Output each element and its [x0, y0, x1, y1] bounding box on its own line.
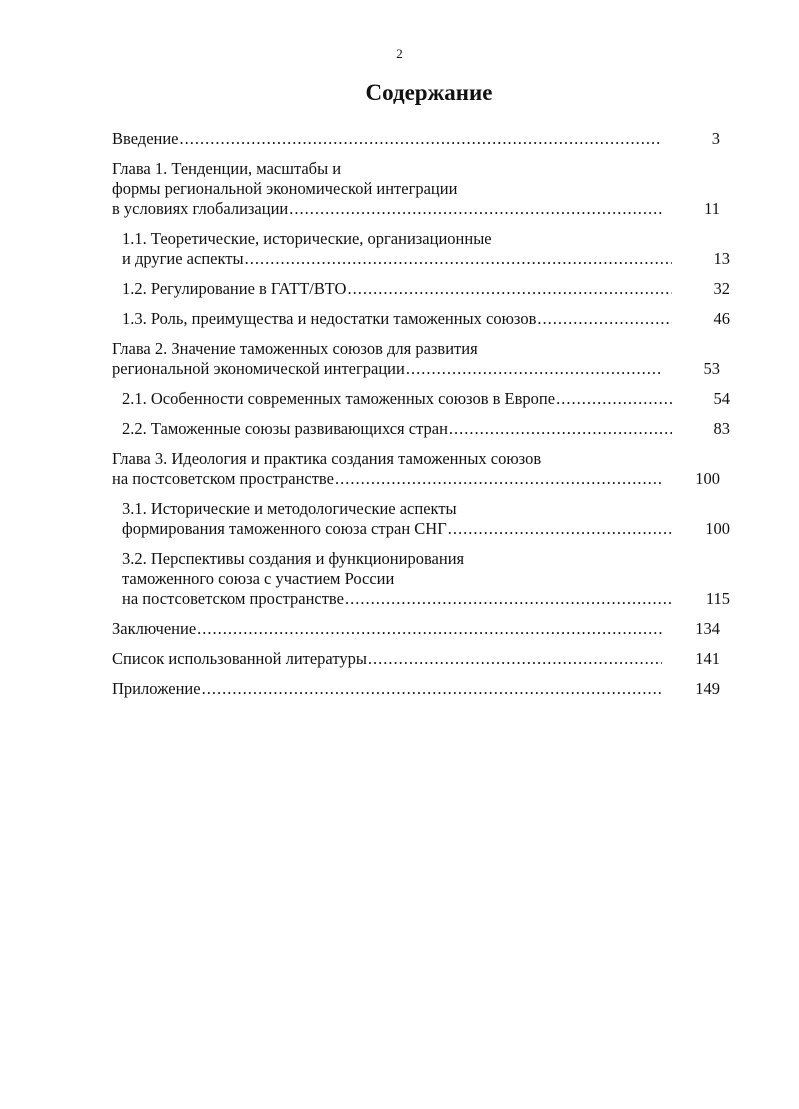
toc-entry-page: 83 — [713, 419, 730, 438]
toc-entry-page: 46 — [713, 309, 730, 328]
toc-entry — [112, 339, 720, 379]
toc-entry-title: региональной экономической интеграции — [112, 359, 405, 378]
toc-entry-title: формирования таможенного союза стран СНГ — [122, 519, 447, 538]
toc-entry-page: 54 — [713, 389, 730, 408]
toc-entry — [122, 419, 730, 439]
toc-entry-title: и другие аспекты — [122, 249, 244, 268]
dot-leader — [202, 679, 662, 699]
toc-entry — [122, 309, 730, 329]
toc-entry-title: Заключение — [112, 619, 197, 638]
toc-entry-title: 1.3. Роль, преимущества и недостатки таможенных союзов — [122, 309, 537, 328]
toc-entry-title: 2.1. Особенности современных таможенных союзов в Европе — [122, 389, 556, 408]
toc-entry-page: 115 — [705, 589, 730, 608]
dot-leader — [368, 649, 662, 669]
toc-entry-page: 100 — [695, 469, 720, 488]
toc-entry-title: 2.2. Таможенные союзы развивающихся стран — [122, 419, 448, 438]
toc-entry — [112, 159, 720, 219]
toc-entry — [122, 549, 730, 609]
toc-entry-page: 100 — [705, 519, 730, 538]
dot-leader — [180, 129, 662, 149]
dot-leader — [289, 199, 662, 219]
toc-entry-title: на постсоветском пространстве — [112, 469, 334, 488]
toc-entry-line: формы региональной экономической интеграции — [112, 179, 458, 198]
toc-entry-page: 53 — [703, 359, 720, 378]
table-of-contents — [112, 129, 730, 699]
toc-entry-title: Приложение — [112, 679, 201, 698]
toc-entry — [112, 449, 720, 489]
toc-entry — [112, 649, 720, 669]
toc-entry-line: Глава 2. Значение таможенных союзов для развития — [112, 339, 478, 358]
toc-entry-title: в условиях глобализации — [112, 199, 289, 218]
toc-entry — [122, 499, 730, 539]
dot-leader — [449, 419, 672, 439]
toc-entry-page: 11 — [704, 199, 720, 218]
toc-entry-title: 1.2. Регулирование в ГАТТ/ВТО — [122, 279, 347, 298]
toc-entry-line: таможенного союза с участием России — [122, 569, 395, 588]
toc-entry-page: 3 — [711, 129, 720, 148]
dot-leader — [406, 359, 662, 379]
toc-entry-title: Введение — [112, 129, 179, 148]
toc-entry — [122, 229, 730, 269]
dot-leader — [197, 619, 662, 639]
page-title: Содержание — [365, 80, 493, 105]
toc-entry-line: Глава 1. Тенденции, масштабы и — [112, 159, 342, 178]
toc-entry — [112, 679, 720, 699]
toc-entry-page: 149 — [695, 679, 720, 698]
dot-leader — [448, 519, 672, 539]
toc-entry-page: 141 — [695, 649, 720, 668]
dot-leader — [345, 589, 672, 609]
toc-entry-page: 13 — [713, 249, 730, 268]
dot-leader — [347, 279, 672, 299]
toc-entry — [122, 279, 730, 299]
page-number: 2 — [396, 46, 403, 61]
toc-entry — [112, 619, 720, 639]
toc-entry — [112, 129, 720, 149]
toc-entry-line: 3.1. Исторические и методологические аспекты — [122, 499, 457, 518]
toc-entry-title: Список использованной литературы — [112, 649, 367, 668]
dot-leader — [245, 249, 672, 269]
toc-entry-title: на постсоветском пространстве — [122, 589, 344, 608]
toc-entry-page: 134 — [695, 619, 720, 638]
dot-leader — [556, 389, 672, 409]
dot-leader — [537, 309, 672, 329]
toc-entry — [122, 389, 730, 409]
dot-leader — [335, 469, 662, 489]
toc-entry-line: 3.2. Перспективы создания и функционирования — [122, 549, 465, 568]
toc-entry-line: 1.1. Теоретические, исторические, организационные — [122, 229, 492, 248]
toc-entry-page: 32 — [713, 279, 730, 298]
toc-entry-line: Глава 3. Идеология и практика создания таможенных союзов — [112, 449, 542, 468]
